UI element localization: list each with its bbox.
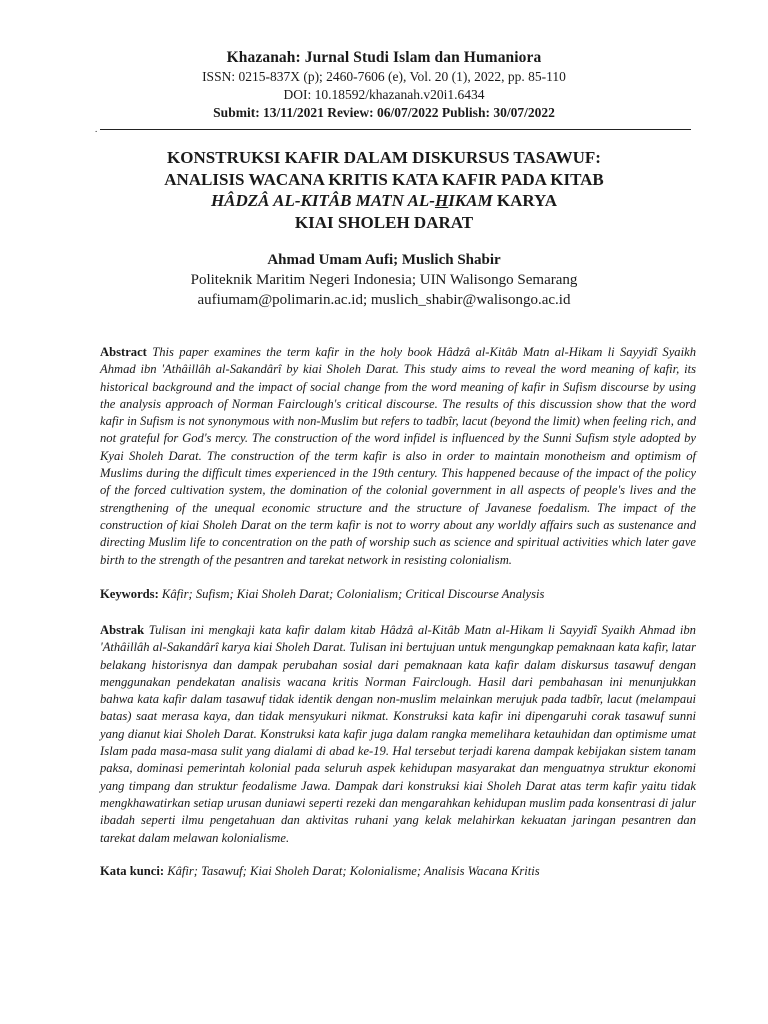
title-line-1: KONSTRUKSI KAFIR DALAM DISKURSUS TASAWUF: [167, 148, 601, 167]
journal-doi: DOI: 10.18592/khazanah.v20i1.6434 [283, 87, 485, 102]
author-block [80, 250, 688, 310]
title-line-3 [80, 190, 688, 212]
abstrak-label: Abstrak [100, 623, 145, 637]
keywords-indonesian [100, 863, 696, 880]
author-emails: aufiumam@polimarin.ac.id; muslich_shabir@walisongo.ac.id [197, 292, 571, 308]
author-affiliation: Politeknik Maritim Negeri Indonesia; UIN Walisongo Semarang [190, 272, 578, 288]
journal-name: Khazanah: Jurnal Studi Islam dan Humaniora [226, 49, 542, 66]
journal-header [60, 48, 708, 122]
title-line-2: ANALISIS WACANA KRITIS KATA KAFIR PADA KITAB [164, 169, 604, 189]
title-plain: KARYA [492, 191, 558, 210]
title-italic-a: HÂDZÂ AL-KITÂB MATN AL- [210, 191, 435, 210]
keywords-label: Keywords: [100, 587, 159, 601]
keywords-text: Kâfir; Sufism; Kiai Sholeh Darat; Colonialism; Critical Discourse Analysis [161, 587, 545, 601]
article-title [80, 147, 688, 233]
title-italic-underline: H [434, 191, 449, 210]
abstract-label: Abstract [100, 345, 147, 359]
abstrak-text: Tulisan ini mengkaji kata kafir dalam kitab Hâdzâ al-Kitâb Matn al-Hikam li Sayyidî Syaikh Ahmad ibn 'Athâillâh al-Sakandârî karya kiai Sholeh Darat. Tulisan ini bertujuan untuk mengungkap pemaknaan kata kafir, latar belakang historisnya dan dampak perubahan sosial dari pemaknaan kata kafir dalam diskursus tasawuf dengan menggunakan pendekatan analisis wacana kritis Norman Fairclough. Hasil dari pembahasan ini menunjukkan bahwa kata kafir dalam tasawuf tidak identik dengan non-muslim melainkan merujuk pada tadbîr, lacut (melampaui batas) saat merasa kaya, dan tidak mensyukuri nikmat. Konstruksi kata kafir ini dipengaruhi corak tasawuf sunni yang dianut kiai Sholeh Darat. Konstruksi kata kafir juga dalam rangka memelihara ketauhidan dan optimisme umat Islam pada masa-masa sulit yang dialami di abad ke-19. Hal tersebut terjadi karena dampak kebijakan sistem tanam paksa, dominasi pemerintah kolonial pada seluruh aspek kehidupan masyarakat dan menguatnya struktur ekonomi yang timpang dan struktur feodalisme Jawa. Dampak dari konstruksi kiai Sholeh Darat atas term kafir yaitu tidak mengkhawatirkan setiap urusan duniawi seperti rezeki dan mengarahkan kehidupan muslim pada konsentrasi di jalur ibadah seperti ilmu pengetahuan dan aktivitas ruhani yang kelak melahirkan kekuatan jaringan pesantren dan tarekat dalam melawan kolonialisme. [100, 623, 696, 845]
kata-kunci-text: Kâfir; Tasawuf; Kiai Sholeh Darat; Kolonialisme; Analisis Wacana Kritis [167, 864, 540, 878]
abstract-text: This paper examines the term kafir in the holy book Hâdzâ al-Kitâb Matn al-Hikam li Sayyidî Syaikh Ahmad ibn 'Athâillâh al-Sakandârî by kiai Sholeh Darat. This study aims to reveal the word meaning of kafir, its historical background and the impact of social change from the word meaning of kafir in Sufism discourse by using the analysis approach of Norman Fairclough's critical discourse. The results of this discussion show that the word kafir in Sufism is not synonymous with non-Muslim but refers to tadbîr, lacut (beyond the limit) when feeling rich, and not grateful for God's mercy. The construction of the word infidel is influenced by the Sunni Sufism style adopted by Kyai Sholeh Darat. The construction of the term kafir is also in order to maintain monotheism and optimism of Muslims during the difficult times experienced in the 19th century. This happened because of the impact of the policy of the forced cultivation system, the domination of the colonial government in all aspects of people's lives and the strengthening of the unequal economic structure and the structure of Javanese foedalism. The impact of the construction of kiai Sholeh Darat on the term kafir is not to worry about any worldly affairs such as sustenance and directing Muslim life to concentration on the path of worship such as science and spiritual activities which later gave birth to the strength of the pesantren and tarekat network in resisting colonialism. [100, 345, 696, 567]
header-divider [100, 129, 691, 130]
title-line-4: KIAI SHOLEH DARAT [294, 212, 474, 232]
title-italic-b: IKAM [448, 191, 493, 210]
keywords-english [100, 586, 696, 603]
abstract-indonesian [100, 622, 696, 847]
journal-issn: ISSN: 0215-837X (p); 2460-7606 (e), Vol. 20 (1), 2022, pp. 85-110 [202, 69, 566, 84]
abstract-english [100, 344, 696, 569]
kata-kunci-label: Kata kunci: [100, 864, 165, 878]
author-names: Ahmad Umam Aufi; Muslich Shabir [267, 252, 501, 268]
journal-dates: Submit: 13/11/2021 Review: 06/07/2022 Publish: 30/07/2022 [213, 105, 555, 120]
rule-dot: . [95, 124, 98, 134]
